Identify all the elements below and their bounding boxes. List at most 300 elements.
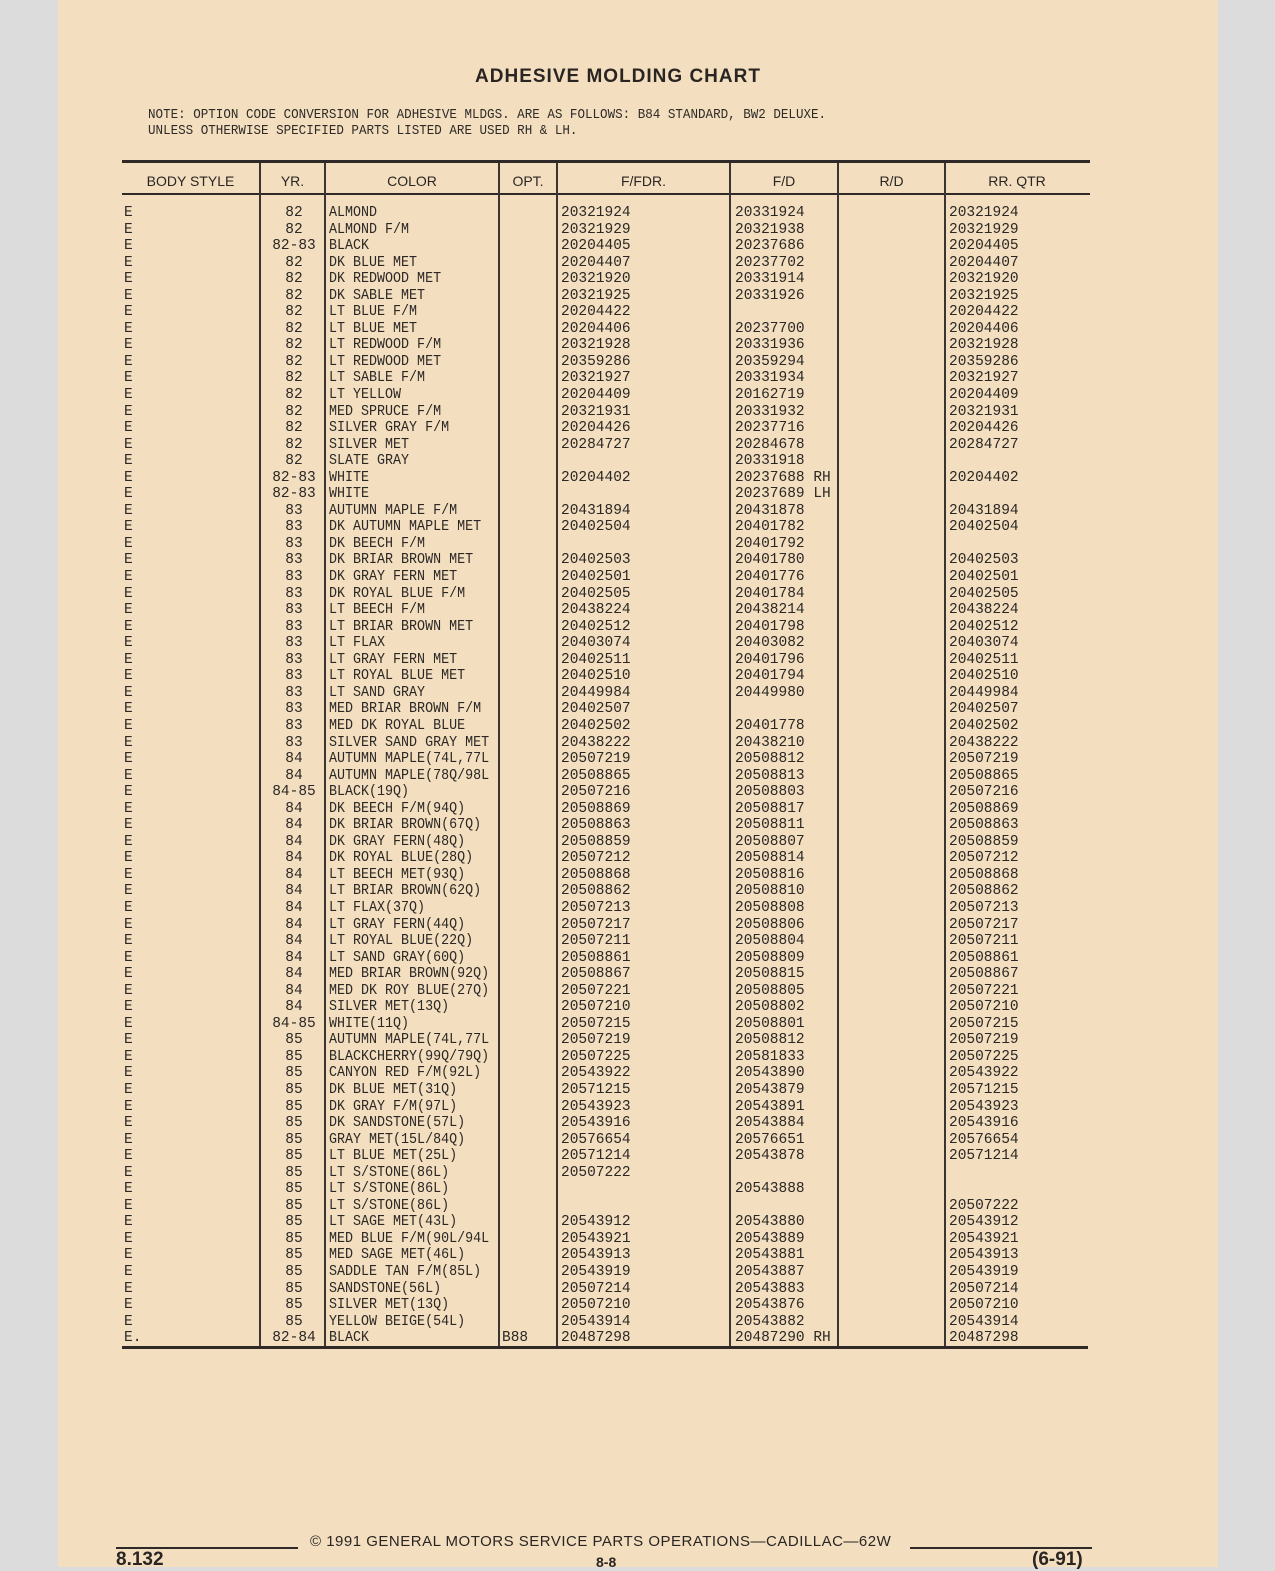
cell-f-fdr: 20438222 xyxy=(561,734,631,751)
cell-color: LT BLUE MET xyxy=(329,320,418,337)
cell-color: LT GRAY FERN MET xyxy=(329,651,458,668)
cell-f-fdr: 20204409 xyxy=(561,387,631,404)
table-row xyxy=(0,1132,1275,1149)
cell-year: 82 xyxy=(285,287,303,304)
cell-year: 83 xyxy=(285,684,303,701)
cell-year: 83 xyxy=(285,569,303,586)
cell-f-d: 20543880 xyxy=(735,1214,805,1231)
cell-f-fdr: 20543922 xyxy=(561,1065,631,1082)
cell-f-d: 20508805 xyxy=(735,982,805,999)
cell-color: MED SAGE MET(46L) xyxy=(329,1247,466,1264)
cell-f-fdr: 20402504 xyxy=(561,519,631,536)
cell-body-style: E xyxy=(124,850,133,867)
cell-body-style: E xyxy=(124,287,133,304)
cell-body-style: E xyxy=(124,420,133,437)
table-row xyxy=(0,1115,1275,1132)
cell-body-style: E xyxy=(124,899,133,916)
cell-year: 84-85 xyxy=(272,1015,316,1032)
cell-f-d: 20508812 xyxy=(735,751,805,768)
cell-f-fdr: 20508859 xyxy=(561,833,631,850)
table-row xyxy=(0,519,1275,536)
cell-f-d: 20401794 xyxy=(735,668,805,685)
cell-color: DK BLUE MET xyxy=(329,254,418,271)
cell-rr-qtr: 20204405 xyxy=(949,238,1019,255)
cell-f-d: 20401776 xyxy=(735,569,805,586)
cell-f-d: 20543879 xyxy=(735,1081,805,1098)
header-f-d: F/D xyxy=(772,173,796,189)
table-row xyxy=(0,552,1275,569)
header-year: YR. xyxy=(280,173,305,189)
cell-color: LT BEECH F/M xyxy=(329,602,426,619)
cell-body-style: E xyxy=(124,304,133,321)
table-row xyxy=(0,1297,1275,1314)
page-title: ADHESIVE MOLDING CHART xyxy=(475,66,761,87)
cell-f-fdr: 20507222 xyxy=(561,1164,631,1181)
cell-f-fdr: 20204426 xyxy=(561,420,631,437)
cell-body-style: E xyxy=(124,387,133,404)
cell-f-fdr: 20507211 xyxy=(561,933,631,950)
cell-f-d: 20543882 xyxy=(735,1313,805,1330)
cell-f-fdr: 20284727 xyxy=(561,436,631,453)
cell-f-d: 20331926 xyxy=(735,287,805,304)
cell-f-d: 20403082 xyxy=(735,635,805,652)
cell-year: 84 xyxy=(285,883,303,900)
cell-year: 85 xyxy=(285,1081,303,1098)
cell-body-style: E xyxy=(124,684,133,701)
table-row xyxy=(0,883,1275,900)
cell-year: 85 xyxy=(285,1313,303,1330)
cell-f-d: 20508812 xyxy=(735,1032,805,1049)
table-row xyxy=(0,420,1275,437)
cell-body-style: E. xyxy=(124,1330,142,1347)
cell-f-fdr: 20507216 xyxy=(561,784,631,801)
note-line-2: UNLESS OTHERWISE SPECIFIED PARTS LISTED ARE USED RH & LH. xyxy=(148,124,578,139)
cell-f-fdr: 20402512 xyxy=(561,618,631,635)
cell-body-style: E xyxy=(124,933,133,950)
cell-f-d: 20331914 xyxy=(735,271,805,288)
cell-f-d: 20401784 xyxy=(735,585,805,602)
cell-f-fdr: 20402505 xyxy=(561,585,631,602)
cell-f-d: 20508806 xyxy=(735,916,805,933)
cell-color: LT FLAX xyxy=(329,635,386,652)
cell-color: LT S/STONE(86L) xyxy=(329,1164,450,1181)
cell-f-fdr: 20543923 xyxy=(561,1098,631,1115)
cell-body-style: E xyxy=(124,1115,133,1132)
cell-color: DK SANDSTONE(57L) xyxy=(329,1115,466,1132)
cell-f-fdr: 20321925 xyxy=(561,287,631,304)
cell-year: 82-83 xyxy=(272,486,316,503)
cell-color: DK BRIAR BROWN MET xyxy=(329,552,474,569)
cell-rr-qtr: 20449984 xyxy=(949,684,1019,701)
cell-rr-qtr: 20284727 xyxy=(949,436,1019,453)
table-row xyxy=(0,983,1275,1000)
cell-color: WHITE xyxy=(329,486,370,503)
header-color: COLOR xyxy=(387,173,437,189)
cell-year: 82 xyxy=(285,337,303,354)
table-row xyxy=(0,850,1275,867)
table-row xyxy=(0,933,1275,950)
cell-f-fdr: 20543921 xyxy=(561,1230,631,1247)
cell-color: DK SABLE MET xyxy=(329,287,426,304)
cell-body-style: E xyxy=(124,1214,133,1231)
cell-rr-qtr: 20508861 xyxy=(949,949,1019,966)
cell-rr-qtr: 20204426 xyxy=(949,420,1019,437)
cell-rr-qtr: 20508868 xyxy=(949,866,1019,883)
cell-rr-qtr: 20402502 xyxy=(949,717,1019,734)
cell-body-style: E xyxy=(124,635,133,652)
cell-body-style: E xyxy=(124,1015,133,1032)
cell-body-style: E xyxy=(124,1230,133,1247)
table-row xyxy=(0,999,1275,1016)
cell-body-style: E xyxy=(124,552,133,569)
cell-year: 83 xyxy=(285,651,303,668)
cell-f-fdr: 20321928 xyxy=(561,337,631,354)
cell-f-d: 20331918 xyxy=(735,453,805,470)
cell-year: 82 xyxy=(285,420,303,437)
cell-f-d: 20284678 xyxy=(735,436,805,453)
cell-color: AUTUMN MAPLE F/M xyxy=(329,502,458,519)
cell-color: DK AUTUMN MAPLE MET xyxy=(329,519,482,536)
table-body xyxy=(0,205,1275,1347)
cell-year: 85 xyxy=(285,1148,303,1165)
cell-year: 84 xyxy=(285,800,303,817)
cell-rr-qtr: 20508859 xyxy=(949,833,1019,850)
table-row xyxy=(0,718,1275,735)
cell-body-style: E xyxy=(124,1164,133,1181)
cell-rr-qtr: 20321927 xyxy=(949,370,1019,387)
table-row xyxy=(0,1264,1275,1281)
cell-rr-qtr: 20543923 xyxy=(949,1098,1019,1115)
cell-body-style: E xyxy=(124,1297,133,1314)
cell-color: BLACK xyxy=(329,1330,370,1347)
cell-color: SLATE GRAY xyxy=(329,453,410,470)
cell-body-style: E xyxy=(124,1148,133,1165)
table-row xyxy=(0,486,1275,503)
cell-color: BLACK xyxy=(329,238,370,255)
cell-f-d: 20487290 RH xyxy=(735,1330,831,1347)
cell-body-style: E xyxy=(124,519,133,536)
table-row xyxy=(0,1032,1275,1049)
cell-body-style: E xyxy=(124,1065,133,1082)
cell-color: DK GRAY FERN(48Q) xyxy=(329,833,466,850)
cell-color: LT BRIAR BROWN MET xyxy=(329,618,474,635)
page-number-center: 8-8 xyxy=(596,1554,617,1570)
cell-rr-qtr: 20508867 xyxy=(949,966,1019,983)
cell-year: 84 xyxy=(285,767,303,784)
cell-f-d: 20401782 xyxy=(735,519,805,536)
table-row xyxy=(0,470,1275,487)
cell-f-d: 20331934 xyxy=(735,370,805,387)
cell-f-fdr: 20359286 xyxy=(561,353,631,370)
cell-f-fdr: 20402507 xyxy=(561,701,631,718)
cell-rr-qtr: 20507210 xyxy=(949,999,1019,1016)
cell-color: DK ROYAL BLUE(28Q) xyxy=(329,850,474,867)
table-row xyxy=(0,222,1275,239)
cell-f-fdr: 20402502 xyxy=(561,717,631,734)
cell-color: MED BRIAR BROWN(92Q) xyxy=(329,966,490,983)
cell-f-d: 20237700 xyxy=(735,320,805,337)
cell-color: BLACKCHERRY(99Q/79Q) xyxy=(329,1048,490,1065)
cell-body-style: E xyxy=(124,866,133,883)
table-row xyxy=(0,900,1275,917)
table-row xyxy=(0,1148,1275,1165)
cell-f-d: 20401798 xyxy=(735,618,805,635)
cell-year: 83 xyxy=(285,668,303,685)
cell-color: LT S/STONE(86L) xyxy=(329,1197,450,1214)
cell-body-style: E xyxy=(124,1280,133,1297)
cell-color: MED DK ROY BLUE(27Q) xyxy=(329,982,490,999)
table-row xyxy=(0,1082,1275,1099)
table-row xyxy=(0,768,1275,785)
table-row xyxy=(0,1198,1275,1215)
cell-rr-qtr: 20402511 xyxy=(949,651,1019,668)
cell-year: 84 xyxy=(285,949,303,966)
header-rr-qtr: RR. QTR xyxy=(988,173,1046,189)
cell-year: 85 xyxy=(285,1032,303,1049)
table-row xyxy=(0,569,1275,586)
cell-color: LT BEECH MET(93Q) xyxy=(329,866,466,883)
cell-f-d: 20237689 LH xyxy=(735,486,831,503)
cell-f-fdr: 20204402 xyxy=(561,469,631,486)
cell-f-d: 20508810 xyxy=(735,883,805,900)
cell-f-fdr: 20321924 xyxy=(561,205,631,221)
cell-color: SILVER GRAY F/M xyxy=(329,420,450,437)
cell-body-style: E xyxy=(124,1098,133,1115)
cell-f-fdr: 20543913 xyxy=(561,1247,631,1264)
cell-rr-qtr: 20321925 xyxy=(949,287,1019,304)
table-row xyxy=(0,1165,1275,1182)
page-number-right: (6-91) xyxy=(1032,1549,1083,1570)
cell-year: 85 xyxy=(285,1131,303,1148)
cell-f-d: 20237688 RH xyxy=(735,469,831,486)
cell-year: 84 xyxy=(285,866,303,883)
cell-option: B88 xyxy=(502,1330,529,1347)
cell-f-fdr: 20507219 xyxy=(561,1032,631,1049)
cell-body-style: E xyxy=(124,717,133,734)
cell-body-style: E xyxy=(124,353,133,370)
cell-f-d: 20543884 xyxy=(735,1115,805,1132)
cell-f-d: 20508801 xyxy=(735,1015,805,1032)
cell-body-style: E xyxy=(124,1181,133,1198)
cell-f-fdr: 20543912 xyxy=(561,1214,631,1231)
table-row xyxy=(0,337,1275,354)
cell-body-style: E xyxy=(124,1131,133,1148)
cell-body-style: E xyxy=(124,999,133,1016)
cell-rr-qtr: 20402505 xyxy=(949,585,1019,602)
cell-f-d: 20508807 xyxy=(735,833,805,850)
cell-f-d: 20543881 xyxy=(735,1247,805,1264)
cell-year: 84 xyxy=(285,966,303,983)
cell-f-fdr: 20508869 xyxy=(561,800,631,817)
table-row xyxy=(0,1099,1275,1116)
table-row xyxy=(0,1049,1275,1066)
table-row xyxy=(0,917,1275,934)
page-number-left: 8.132 xyxy=(116,1549,164,1570)
cell-rr-qtr: 20571215 xyxy=(949,1081,1019,1098)
cell-body-style: E xyxy=(124,618,133,635)
cell-year: 83 xyxy=(285,701,303,718)
cell-f-d: 20331932 xyxy=(735,403,805,420)
cell-body-style: E xyxy=(124,254,133,271)
cell-color: LT GRAY FERN(44Q) xyxy=(329,916,466,933)
cell-year: 85 xyxy=(285,1297,303,1314)
cell-year: 83 xyxy=(285,618,303,635)
cell-rr-qtr: 20438222 xyxy=(949,734,1019,751)
cell-rr-qtr: 20508869 xyxy=(949,800,1019,817)
cell-rr-qtr: 20507225 xyxy=(949,1048,1019,1065)
cell-rr-qtr: 20543921 xyxy=(949,1230,1019,1247)
cell-f-fdr: 20507210 xyxy=(561,999,631,1016)
cell-f-fdr: 20402510 xyxy=(561,668,631,685)
cell-year: 82 xyxy=(285,320,303,337)
cell-body-style: E xyxy=(124,271,133,288)
cell-body-style: E xyxy=(124,784,133,801)
cell-f-d: 20438210 xyxy=(735,734,805,751)
cell-year: 83 xyxy=(285,519,303,536)
cell-rr-qtr: 20321929 xyxy=(949,221,1019,238)
cell-body-style: E xyxy=(124,469,133,486)
cell-color: LT ROYAL BLUE MET xyxy=(329,668,466,685)
cell-year: 83 xyxy=(285,635,303,652)
cell-year: 82 xyxy=(285,403,303,420)
cell-rr-qtr: 20507216 xyxy=(949,784,1019,801)
cell-rr-qtr: 20204406 xyxy=(949,320,1019,337)
cell-body-style: E xyxy=(124,949,133,966)
cell-color: DK BLUE MET(31Q) xyxy=(329,1081,458,1098)
cell-rr-qtr: 20543919 xyxy=(949,1264,1019,1280)
cell-f-fdr: 20571214 xyxy=(561,1148,631,1165)
cell-color: LT SAND GRAY(60Q) xyxy=(329,949,466,966)
cell-color: WHITE(11Q) xyxy=(329,1015,410,1032)
cell-rr-qtr: 20438224 xyxy=(949,602,1019,619)
cell-f-d: 20543887 xyxy=(735,1264,805,1280)
cell-year: 82 xyxy=(285,304,303,321)
cell-rr-qtr: 20487298 xyxy=(949,1330,1019,1347)
cell-body-style: E xyxy=(124,1247,133,1264)
cell-year: 82 xyxy=(285,254,303,271)
cell-color: AUTUMN MAPLE(78Q/98L xyxy=(329,767,490,784)
cell-body-style: E xyxy=(124,734,133,751)
cell-year: 82 xyxy=(285,353,303,370)
table-row xyxy=(0,652,1275,669)
cell-f-d: 20438214 xyxy=(735,602,805,619)
header-f-fdr: F/FDR. xyxy=(620,173,667,189)
cell-rr-qtr: 20576654 xyxy=(949,1131,1019,1148)
table-row xyxy=(0,271,1275,288)
table-row xyxy=(0,602,1275,619)
cell-rr-qtr: 20204409 xyxy=(949,387,1019,404)
table-row xyxy=(0,503,1275,520)
cell-year: 83 xyxy=(285,552,303,569)
cell-f-d: 20331924 xyxy=(735,205,805,221)
cell-body-style: E xyxy=(124,916,133,933)
cell-year: 82 xyxy=(285,221,303,238)
cell-f-d: 20543889 xyxy=(735,1230,805,1247)
cell-color: WHITE xyxy=(329,469,370,486)
cell-f-fdr: 20543914 xyxy=(561,1313,631,1330)
cell-body-style: E xyxy=(124,1032,133,1049)
cell-f-d: 20162719 xyxy=(735,387,805,404)
cell-year: 83 xyxy=(285,502,303,519)
cell-body-style: E xyxy=(124,1264,133,1280)
cell-f-fdr: 20402511 xyxy=(561,651,631,668)
cell-f-fdr: 20507217 xyxy=(561,916,631,933)
cell-body-style: E xyxy=(124,320,133,337)
cell-f-d: 20431878 xyxy=(735,502,805,519)
cell-rr-qtr: 20543922 xyxy=(949,1065,1019,1082)
table-row xyxy=(0,255,1275,272)
cell-rr-qtr: 20359286 xyxy=(949,353,1019,370)
cell-f-fdr: 20507212 xyxy=(561,850,631,867)
cell-f-d: 20449980 xyxy=(735,684,805,701)
cell-rr-qtr: 20402503 xyxy=(949,552,1019,569)
cell-color: SANDSTONE(56L) xyxy=(329,1280,442,1297)
cell-f-d: 20237702 xyxy=(735,254,805,271)
cell-body-style: E xyxy=(124,585,133,602)
cell-color: LT SAGE MET(43L) xyxy=(329,1214,458,1231)
cell-body-style: E xyxy=(124,701,133,718)
cell-color: LT S/STONE(86L) xyxy=(329,1181,450,1198)
cell-color: LT SAND GRAY xyxy=(329,684,426,701)
table-row xyxy=(0,668,1275,685)
cell-body-style: E xyxy=(124,751,133,768)
cell-f-d: 20576651 xyxy=(735,1131,805,1148)
cell-year: 84 xyxy=(285,751,303,768)
cell-body-style: E xyxy=(124,651,133,668)
cell-f-d: 20508811 xyxy=(735,817,805,834)
cell-color: LT BLUE MET(25L) xyxy=(329,1148,458,1165)
table-row xyxy=(0,205,1275,222)
cell-year: 82-83 xyxy=(272,238,316,255)
table-row xyxy=(0,950,1275,967)
cell-year: 85 xyxy=(285,1181,303,1198)
cell-rr-qtr: 20507211 xyxy=(949,933,1019,950)
cell-body-style: E xyxy=(124,668,133,685)
cell-rr-qtr: 20508863 xyxy=(949,817,1019,834)
cell-f-fdr: 20487298 xyxy=(561,1330,631,1347)
cell-rr-qtr: 20507219 xyxy=(949,1032,1019,1049)
table-row xyxy=(0,751,1275,768)
cell-body-style: E xyxy=(124,205,133,221)
footer-copyright: © 1991 GENERAL MOTORS SERVICE PARTS OPERATIONS—CADILLAC—62W xyxy=(310,1533,892,1550)
cell-rr-qtr: 20403074 xyxy=(949,635,1019,652)
cell-year: 84 xyxy=(285,899,303,916)
cell-color: LT BRIAR BROWN(62Q) xyxy=(329,883,482,900)
cell-color: ALMOND F/M xyxy=(329,221,410,238)
cell-rr-qtr: 20402510 xyxy=(949,668,1019,685)
cell-rr-qtr: 20321931 xyxy=(949,403,1019,420)
cell-color: LT FLAX(37Q) xyxy=(329,899,426,916)
table-row xyxy=(0,1214,1275,1231)
cell-f-fdr: 20204422 xyxy=(561,304,631,321)
cell-color: YELLOW BEIGE(54L) xyxy=(329,1313,466,1330)
note-line-1: NOTE: OPTION CODE CONVERSION FOR ADHESIVE MLDGS. ARE AS FOLLOWS: B84 STANDARD, BW2 DELUXE. xyxy=(148,108,827,123)
cell-f-d: 20237716 xyxy=(735,420,805,437)
cell-rr-qtr: 20507213 xyxy=(949,899,1019,916)
cell-year: 85 xyxy=(285,1280,303,1297)
cell-year: 85 xyxy=(285,1048,303,1065)
cell-year: 85 xyxy=(285,1164,303,1181)
cell-year: 82 xyxy=(285,205,303,221)
header-body-style: BODY STYLE xyxy=(146,173,235,189)
cell-f-d: 20508815 xyxy=(735,966,805,983)
cell-body-style: E xyxy=(124,486,133,503)
table-row xyxy=(0,784,1275,801)
cell-f-d: 20508803 xyxy=(735,784,805,801)
cell-color: MED SPRUCE F/M xyxy=(329,403,442,420)
cell-rr-qtr: 20508865 xyxy=(949,767,1019,784)
cell-f-fdr: 20507210 xyxy=(561,1297,631,1314)
